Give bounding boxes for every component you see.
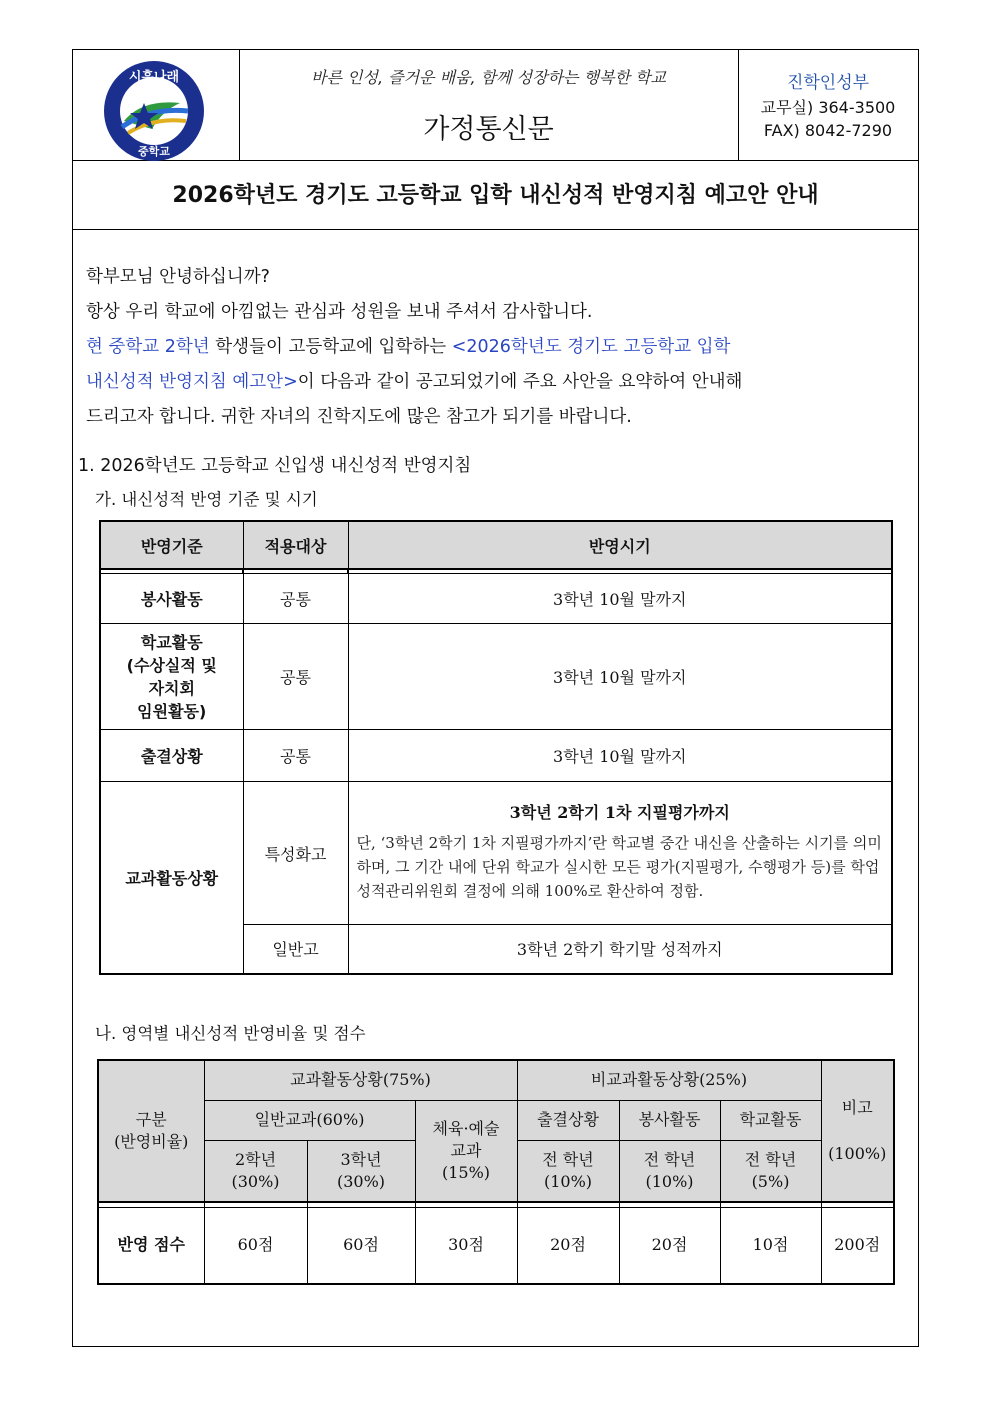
highlight-text: <2026학년도 경기도 고등학교 입학 (451, 337, 731, 357)
column-header: 적용대상 (243, 521, 348, 569)
office-phone: 교무실) 364-3500 (760, 98, 896, 117)
subgroup-header: 체육·예술 교과 (15%) (415, 1100, 517, 1202)
table-row (100, 730, 892, 782)
note-text: 단, ‘3학년 2학기 1차 지필평가까지’란 학교별 중간 내신을 산출하는 시기를 의미하며, 그 기간 내에 단위 학교가 실시한 모든 평가(지필평가, 수행평가 등)를 학업성적관리위원회 결정에 의해 100%로 환산하여 정함. (356, 834, 882, 900)
score-label: 반영 점수 (98, 1208, 204, 1284)
school-motto: 바른 인성, 즐거운 배움, 함께 성장하는 행복한 학교 (311, 68, 666, 87)
fax-number: FAX) 8042-7290 (763, 121, 893, 140)
target-cell: 일반고 (243, 925, 348, 974)
category-header: 구분 (반영비율) (98, 1060, 204, 1202)
column-header: 반영시기 (348, 521, 892, 569)
score-cell: 20점 (517, 1208, 619, 1284)
motto-cell (239, 49, 739, 161)
document-title-bar (72, 160, 919, 230)
group-header: 비교과활동상황(25%) (517, 1060, 821, 1100)
score-cell: 30점 (415, 1208, 517, 1284)
column-header: 반영기준 (100, 521, 243, 569)
intro-paragraph (86, 260, 886, 435)
table-row (98, 1208, 894, 1284)
subgroup-header: 일반교과(60%) (204, 1100, 415, 1140)
criterion-cell: 출결상황 (100, 730, 243, 782)
table-header-row (98, 1060, 894, 1100)
ratio-cell: 2학년 (30%) (204, 1140, 307, 1202)
target-cell: 특성화고 (243, 782, 348, 925)
score-cell: 10점 (720, 1208, 821, 1284)
criterion-cell: 교과활동상황 (100, 782, 243, 974)
table-row (100, 624, 892, 730)
score-cell: 60점 (204, 1208, 307, 1284)
ratio-cell: 전 학년 (10%) (619, 1140, 720, 1202)
score-cell: 20점 (619, 1208, 720, 1284)
remark-header (821, 1060, 894, 1202)
intro-text: 이 다음과 같이 공고되었기에 주요 사안을 요약하여 안내해 (297, 372, 743, 392)
criteria-timing-table (99, 520, 893, 975)
intro-line: 항상 우리 학교에 아낌없는 관심과 성원을 보내 주셔서 감사합니다. (86, 302, 593, 322)
target-cell: 공통 (243, 730, 348, 782)
intro-line: 학부모님 안녕하십니까? (86, 267, 270, 287)
subgroup-header: 출결상황 (517, 1100, 619, 1140)
logo-cell (72, 49, 240, 161)
department-name: 진학인성부 (786, 73, 870, 93)
remark-label: 비고 (841, 1098, 873, 1117)
svg-text:중학교: 중학교 (138, 145, 170, 158)
intro-text: 학생들이 고등학교에 입학하는 (209, 337, 452, 357)
newsletter-header (72, 49, 919, 161)
subsection-heading: 가. 내신성적 반영 기준 및 시기 (95, 490, 318, 509)
timing-cell: 3학년 10월 말까지 (348, 730, 892, 782)
subsection-heading: 나. 영역별 내신성적 반영비율 및 점수 (95, 1024, 366, 1043)
note-cell (348, 782, 892, 925)
ratio-cell: 전 학년 (5%) (720, 1140, 821, 1202)
section-heading: 1. 2026학년도 고등학교 신입생 내신성적 반영지침 (78, 456, 472, 476)
svg-text:시흥나래: 시흥나래 (128, 70, 180, 85)
ratio-cell: 3학년 (30%) (307, 1140, 415, 1202)
intro-line: 드리고자 합니다. 귀한 자녀의 진학지도에 많은 참고가 되기를 바랍니다. (86, 407, 632, 427)
newsletter-title: 가정통신문 (423, 114, 554, 145)
target-cell: 공통 (243, 624, 348, 730)
subgroup-header: 학교활동 (720, 1100, 821, 1140)
school-logo-icon (102, 59, 206, 163)
intro-line (86, 330, 886, 365)
criterion-cell: 학교활동 (수상실적 및 자치회 임원활동) (100, 624, 243, 730)
timing-cell: 3학년 2학기 학기말 성적까지 (348, 925, 892, 974)
criterion-cell: 봉사활동 (100, 574, 243, 624)
table-header-row (100, 521, 892, 569)
intro-line (86, 365, 886, 400)
contact-cell (738, 49, 918, 161)
note-heading: 3학년 2학기 1차 지필평가까지 (509, 803, 730, 822)
highlight-text: 내신성적 반영지침 예고안> (86, 372, 298, 392)
group-header: 교과활동상황(75%) (204, 1060, 517, 1100)
timing-cell: 3학년 10월 말까지 (348, 574, 892, 624)
score-cell: 60점 (307, 1208, 415, 1284)
ratio-score-table (97, 1059, 895, 1285)
table-row (100, 782, 892, 925)
table-header-row (98, 1100, 894, 1140)
highlight-text: 현 중학교 2학년 (86, 337, 210, 357)
score-cell: 200점 (821, 1208, 894, 1284)
timing-cell: 3학년 10월 말까지 (348, 624, 892, 730)
remark-total: (100%) (828, 1144, 887, 1163)
table-row (100, 574, 892, 624)
subgroup-header: 봉사활동 (619, 1100, 720, 1140)
ratio-cell: 전 학년 (10%) (517, 1140, 619, 1202)
target-cell: 공통 (243, 574, 348, 624)
document-title: 2026학년도 경기도 고등학교 입학 내신성적 반영지침 예고안 안내 (172, 183, 819, 208)
